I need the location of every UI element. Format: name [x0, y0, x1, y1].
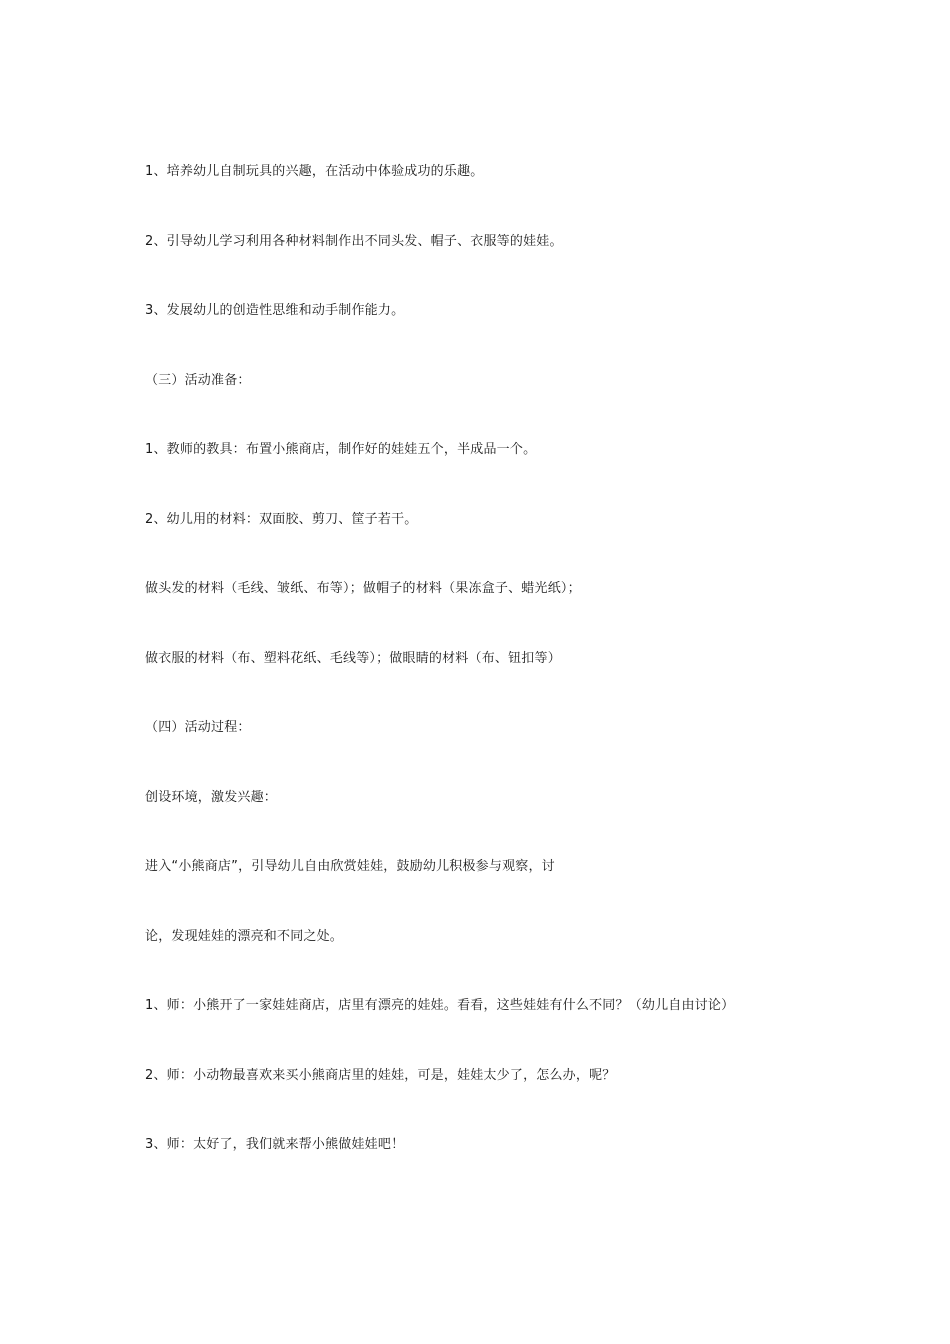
text-line: 做衣服的材料（布、塑料花纸、毛线等）；做眼睛的材料（布、钮扣等） — [145, 651, 561, 666]
text-line: 做头发的材料（毛线、皱纸、布等）；做帽子的材料（果冻盒子、蜡光纸）； — [145, 581, 581, 596]
text-line: 2、引导幼儿学习利用各种材料制作出不同头发、帽子、衣服等的娃娃。 — [145, 234, 563, 249]
text-line: 3、发展幼儿的创造性思维和动手制作能力。 — [145, 303, 405, 318]
text-line: 论，发现娃娃的漂亮和不同之处。 — [145, 929, 344, 944]
text-line: 进入“小熊商店”，引导幼儿自由欣赏娃娃，鼓励幼儿积极参与观察，讨 — [145, 859, 555, 874]
text-line: 1、师：小熊开了一家娃娃商店，店里有漂亮的娃娃。看看，这些娃娃有什么不同？（幼儿自由讨论） — [145, 998, 735, 1013]
text-line: 2、师：小动物最喜欢来买小熊商店里的娃娃，可是，娃娃太少了，怎么办，呢？ — [145, 1068, 616, 1083]
section-heading: （三）活动准备： — [145, 373, 251, 388]
text-line: 1、培养幼儿自制玩具的兴趣，在活动中体验成功的乐趣。 — [145, 164, 484, 179]
section-heading: （四）活动过程： — [145, 720, 251, 735]
text-line: 2、幼儿用的材料：双面胶、剪刀、筐子若干。 — [145, 512, 418, 527]
text-line: 创设环境，激发兴趣： — [145, 790, 278, 805]
text-line: 1、教师的教具：布置小熊商店，制作好的娃娃五个，半成品一个。 — [145, 442, 537, 457]
text-line: 3、师：太好了，我们就来帮小熊做娃娃吧！ — [145, 1137, 405, 1152]
